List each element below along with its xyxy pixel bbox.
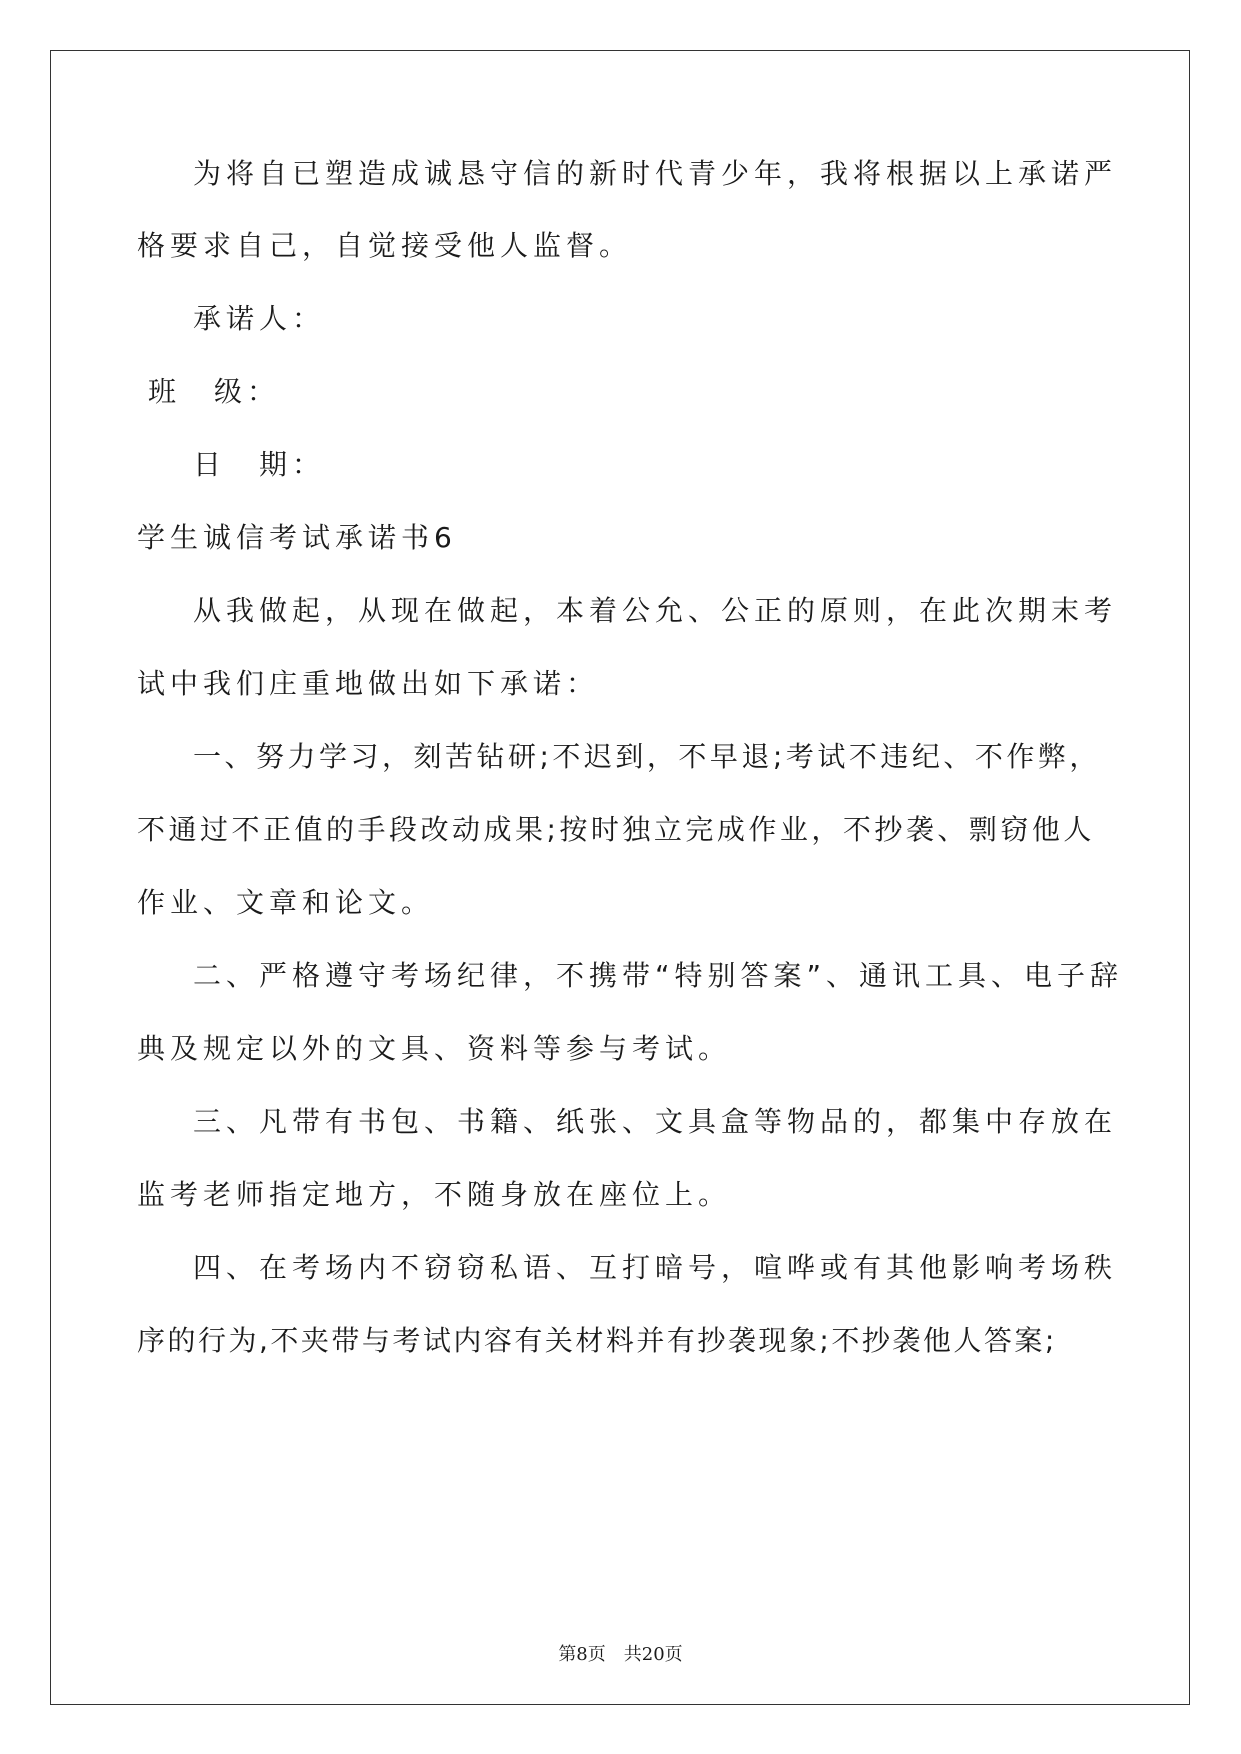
date-label: 日 期：	[193, 448, 326, 481]
paragraph-line: 一、努力学习，刻苦钻研;不迟到，不早退;考试不违纪、不作弊，	[193, 740, 1101, 773]
paragraph-line: 二、严格遵守考场纪律，不携带“特别答案”、通讯工具、电子辞	[193, 959, 1124, 992]
page-number: 第8页 共20页	[558, 1644, 683, 1665]
paragraph-line: 不通过不正值的手段改动成果;按时独立完成作业，不抄袭、剽窃他人	[137, 813, 1095, 846]
paragraph-line: 序的行为,不夹带与考试内容有关材料并有抄袭现象;不抄袭他人答案;	[137, 1324, 1057, 1357]
signatory-label: 承诺人：	[193, 302, 326, 335]
page-footer	[0, 1643, 1241, 1667]
paragraph-line: 格要求自己，自觉接受他人监督。	[137, 229, 633, 262]
paragraph-line: 四、在考场内不窃窃私语、互打暗号，喧哗或有其他影响考场秩	[193, 1251, 1118, 1284]
paragraph-line: 为将自已塑造成诚恳守信的新时代青少年，我将根据以上承诺严	[193, 157, 1118, 190]
class-label: 班 级：	[148, 375, 281, 408]
paragraph-line: 试中我们庄重地做出如下承诺：	[137, 667, 600, 700]
paragraph-line: 三、凡带有书包、书籍、纸张、文具盒等物品的，都集中存放在	[193, 1105, 1118, 1138]
section-title: 学生诚信考试承诺书6	[137, 521, 457, 554]
paragraph-line: 监考老师指定地方，不随身放在座位上。	[137, 1178, 732, 1211]
paragraph-line: 从我做起，从现在做起，本着公允、公正的原则，在此次期末考	[193, 594, 1118, 627]
paragraph-line: 典及规定以外的文具、资料等参与考试。	[137, 1032, 732, 1065]
paragraph-line: 作业、文章和论文。	[137, 886, 435, 919]
